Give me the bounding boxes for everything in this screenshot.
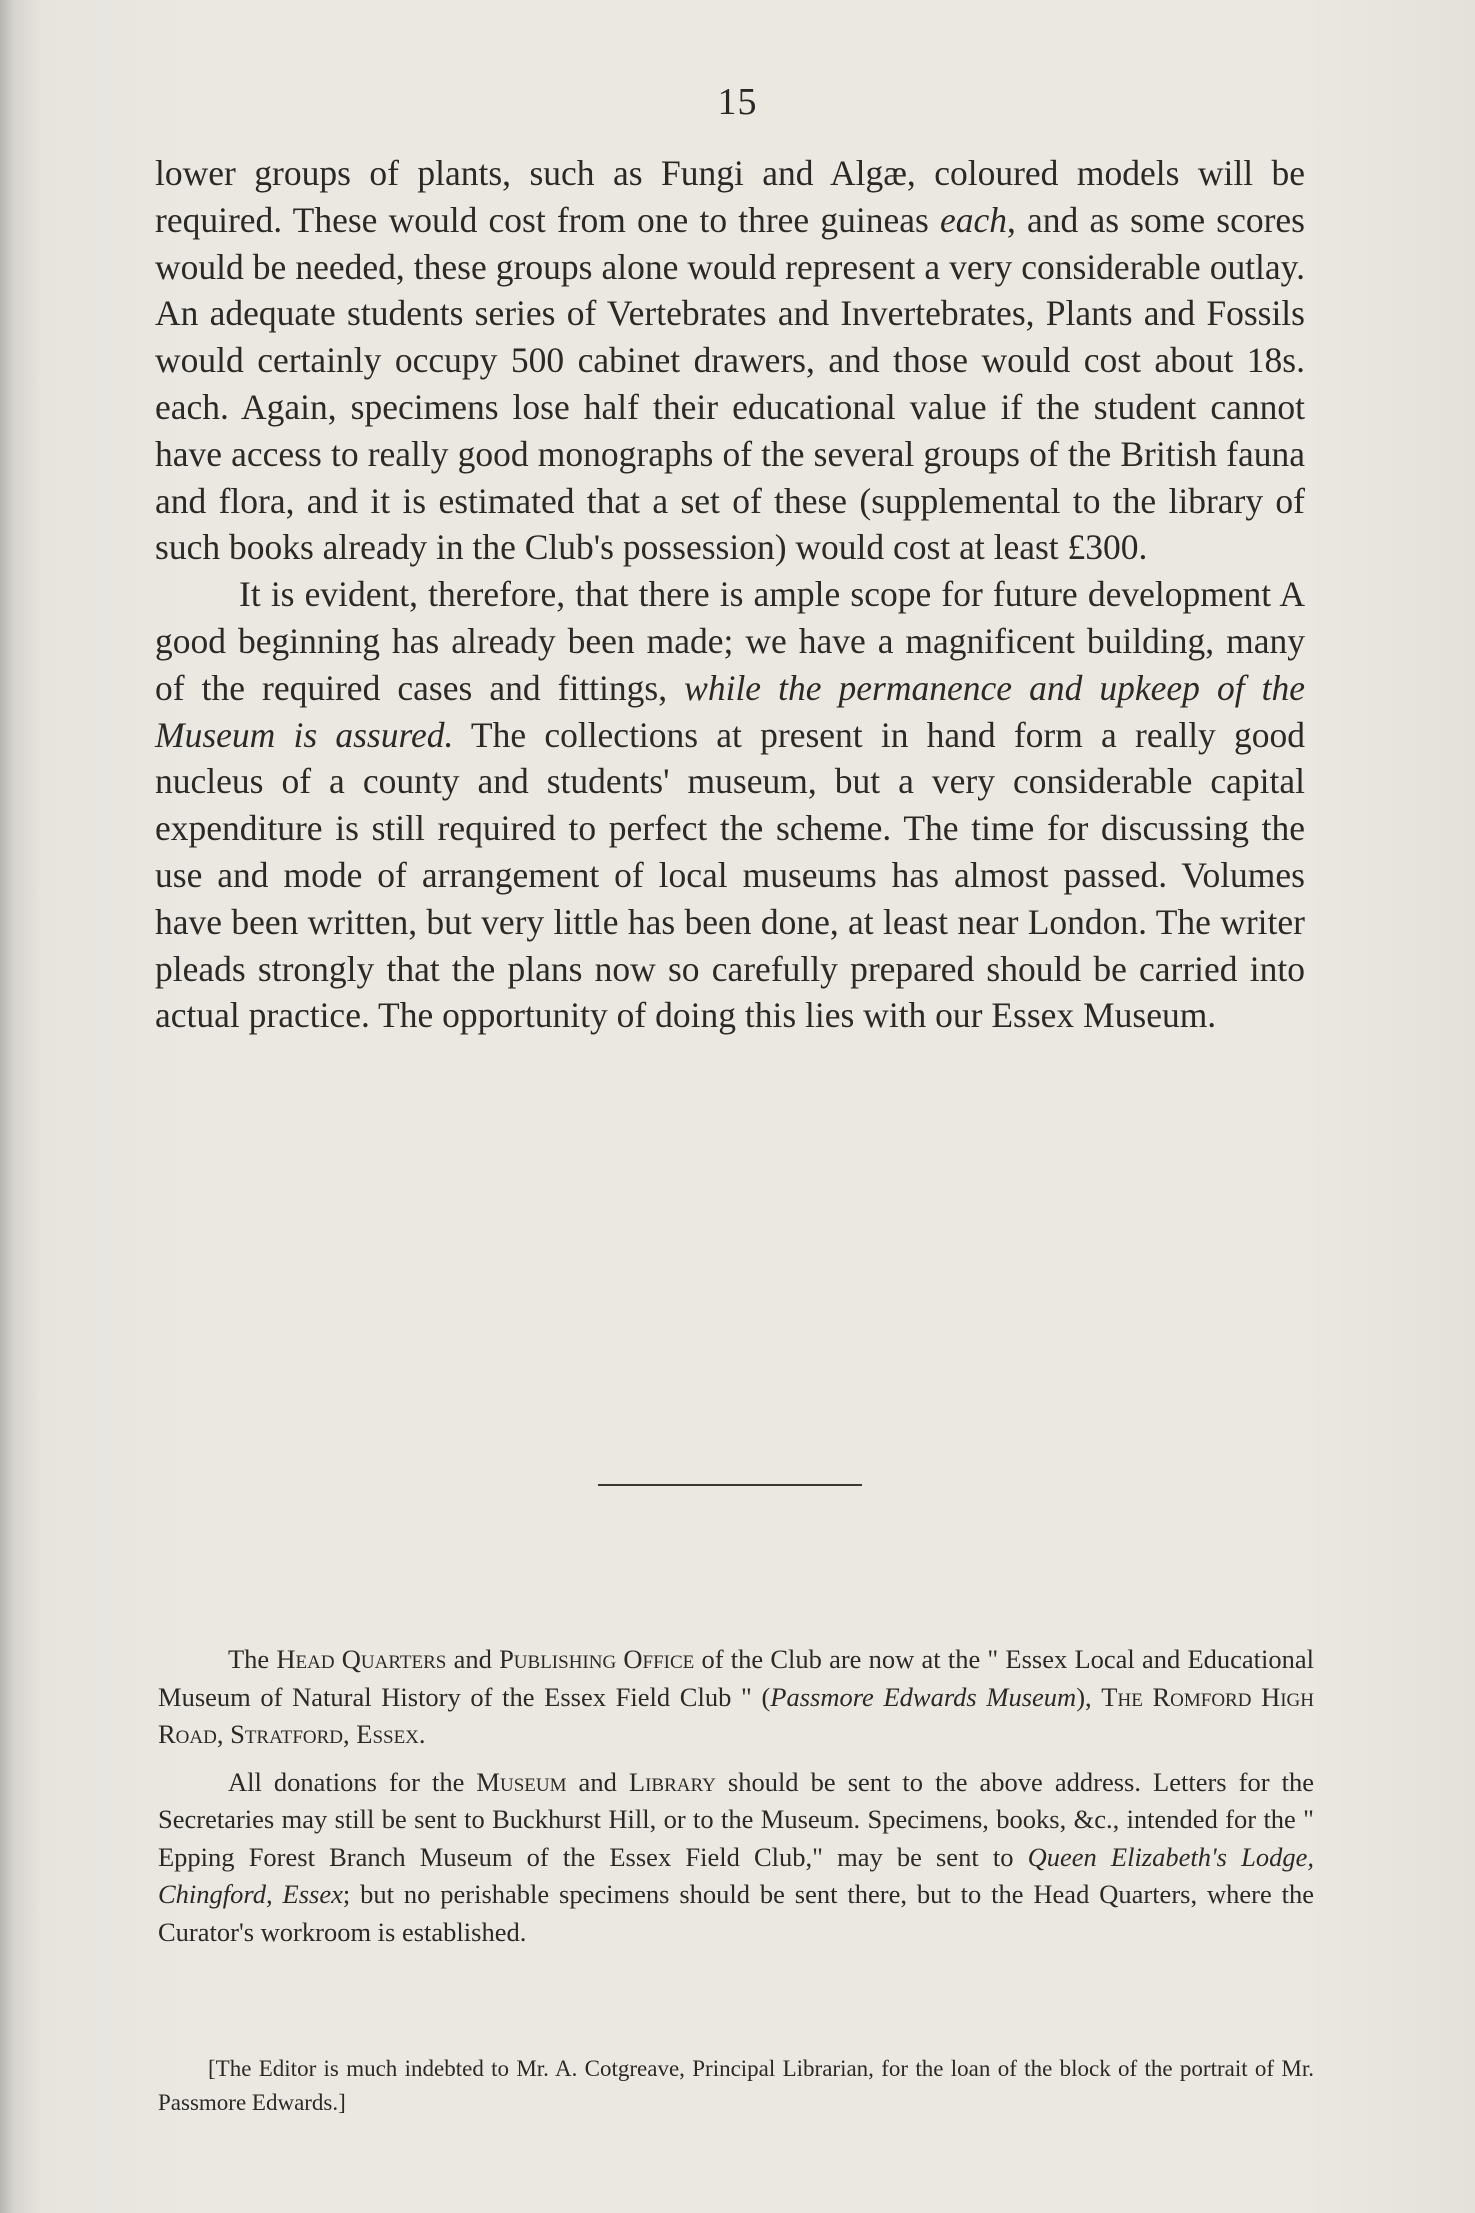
paragraph-1-italic-each: each (939, 199, 1007, 240)
notice-museum-name: Passmore Edwards Museum (770, 1681, 1077, 1712)
page-number: 15 (717, 81, 758, 123)
paragraph-2-part-1: It is evident, therefore, that there is ample scope for future development A good beginning has already been made; we have a magnificent building, many of the required cases and fittings, (155, 574, 1305, 708)
notice-lodge-address: Queen Elizabeth's Lodge, Chingford, Essex (158, 1841, 1314, 1909)
notice-2-part-2: and (566, 1766, 629, 1797)
section-divider (598, 1484, 862, 1486)
paragraph-2 (155, 571, 1305, 1039)
notice-1-part-5: . (418, 1719, 426, 1749)
notice-1-part-3: of the Club are now at the " Essex Local and Educational Museum of Natural History of the Essex Field Club " ( (158, 1644, 1315, 1712)
notice-2-part-1: All donations for the (228, 1766, 477, 1797)
notice-1-part-2: and (446, 1644, 500, 1674)
notice-publishing-office: Publishing Office (499, 1644, 695, 1674)
notice-museum: Museum (476, 1766, 567, 1797)
paragraph-1-part-2: , and as some scores would be needed, these groups alone would represent a very considerable outlay. An adequate students series of Vertebrates and Invertebrates, Plants and Fossils would certainly occupy 500 cabinet drawers, and those would cost about 18s. each. Again, specimens lose half their educational value if the student cannot have access to really good monographs of the several groups of the British fauna and flora, and it is estimated that a set of these (supplemental to the library of such books already in the Club's possession) would cost at least £300. (155, 199, 1306, 568)
paragraph-2-italic-assured: while the permanence and upkeep of the Museum is assured. (155, 667, 1305, 755)
paragraph-1-part-1: lower groups of plants, such as Fungi and Algæ, coloured models will be required. These would cost from one to three guineas (155, 153, 1305, 240)
editor-note: [The Editor is much indebted to Mr. A. Cotgreave, Principal Librarian, for the loan of the block of the portrait of Mr. Passmore Edwards.] (158, 2056, 1314, 2115)
club-notice (158, 1641, 1314, 1951)
notice-address: The Romford High Road, Stratford, Essex (158, 1681, 1315, 1749)
notice-paragraph-2 (158, 1764, 1314, 1952)
notice-paragraph-1 (158, 1641, 1314, 1754)
notice-head-quarters: Head Quarters (276, 1644, 447, 1674)
notice-2-part-3: should be sent to the above address. Letters for the Secretaries may still be sent to Buckhurst Hill, or to the Museum. Specimens, books, &c., intended for the " Epping Forest Branch Museum of the Essex Field Club," may be sent to (158, 1766, 1314, 1872)
paragraph-1 (155, 150, 1305, 571)
notice-1-part-4: ), (1076, 1681, 1102, 1712)
main-text (155, 150, 1305, 1039)
notice-library: Library (628, 1766, 716, 1797)
paragraph-2-part-2: The collections at present in hand form a really good nucleus of a county and students' museum, but a very considerable capital expenditure is still required to perfect the scheme. The time for discussing the use and mode of arrangement of local museums has almost passed. Volumes have been written, but very little has been done, at least near London. The writer pleads strongly that the plans now so carefully prepared should be carried into actual practice. The opportunity of doing this lies with our Essex Museum. (155, 714, 1306, 1036)
notice-2-part-4: ; but no perishable specimens should be sent there, but to the Head Quarters, where the Curator's workroom is established. (158, 1879, 1314, 1947)
notice-1-part-1: The (228, 1644, 277, 1674)
